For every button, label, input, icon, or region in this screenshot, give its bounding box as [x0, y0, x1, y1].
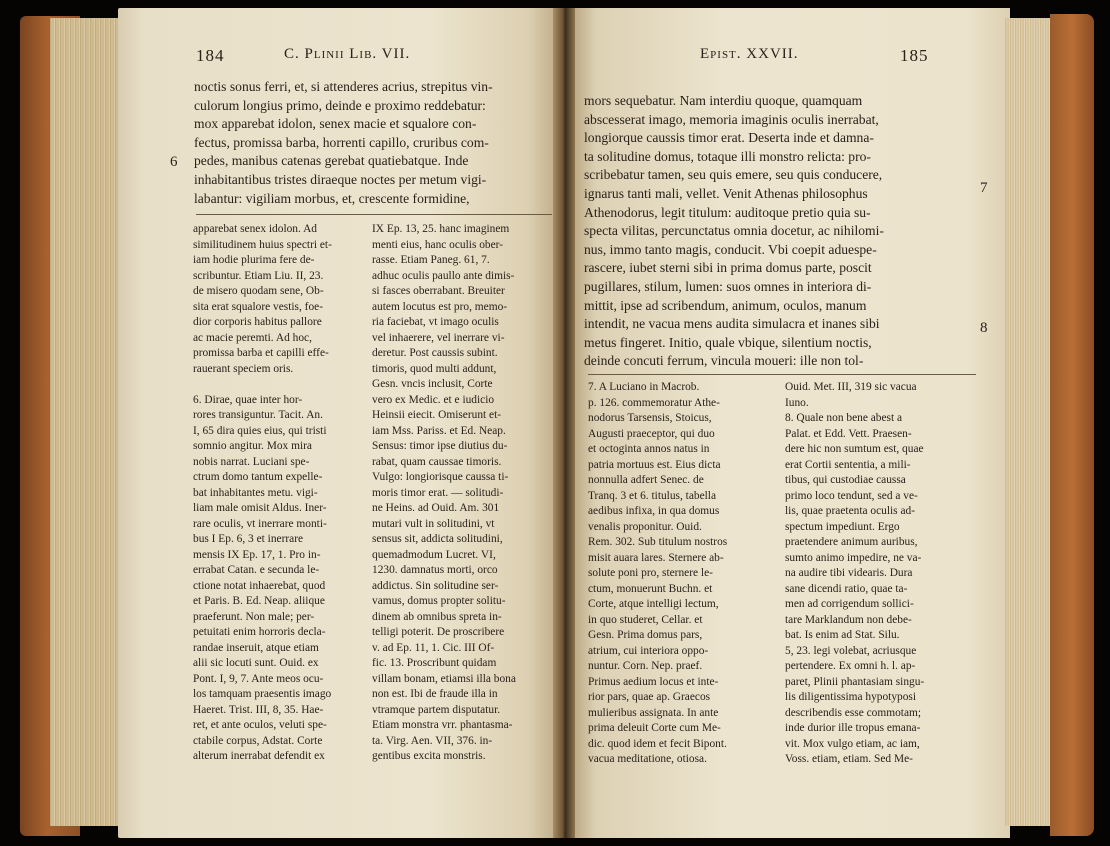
- footnote-line: Etiam monstra vrr. phantasma-: [372, 719, 513, 731]
- footnote-line: 6. Dirae, quae inter hor-: [193, 393, 303, 406]
- footnote-line: Augusti praeceptor, qui duo: [588, 427, 715, 440]
- body-line: nus, immo tanto magis, conducit. Vbi coepit aduespe-: [584, 241, 877, 257]
- footnote-line: petuitati enim horroris decla-: [193, 626, 326, 638]
- footnote-line: Iuno.: [785, 396, 809, 409]
- footnote-line: misit auara lares. Sternere ab-: [588, 551, 724, 564]
- footnote-line: prima deleuit Corte cum Me-: [588, 722, 721, 734]
- footnote-line: promissa barba et capilli effe-: [193, 347, 329, 359]
- footnote-line: nuntur. Corn. Nep. praef.: [588, 660, 703, 672]
- footnote-line: Voss. etiam, etiam. Sed Me-: [785, 753, 913, 765]
- footnote-line: ria faciebat, vt imago oculis: [372, 316, 499, 328]
- footnote-line: Primus aedium locus et inte-: [588, 675, 719, 688]
- body-line: mittit, ipse ad scribendum, animum, oculos, manum: [584, 297, 867, 313]
- body-line: inhabitantibus tristes diraeque noctes per metum vigi-: [194, 171, 487, 187]
- footnote-line: mensis IX Ep. 17, 1. Pro in-: [193, 548, 321, 561]
- footnote-line: bus I Ep. 6, 3 et inerrare: [193, 533, 304, 545]
- footnote-line: bat inhabitantes metu. vigi-: [193, 486, 318, 499]
- right-margin-number-8: 8: [980, 320, 988, 336]
- footnote-line: villam bonam, etiamsi illa bona: [372, 672, 516, 685]
- footnote-line: Haeret. Trist. III, 8, 35. Hae-: [193, 703, 324, 716]
- footnote-line: rabat, quam caussae timoris.: [372, 455, 502, 468]
- body-line: labantur: vigiliam morbus, et, crescente formidine,: [194, 190, 470, 206]
- footnote-line: Corte, atque intelligi lectum,: [588, 598, 719, 610]
- footnote-line: IX Ep. 13, 25. hanc imaginem: [372, 223, 510, 235]
- footnote-line: Rem. 302. Sub titulum nostros: [588, 536, 728, 548]
- footnote-line: 8. Quale non bene abest a: [785, 412, 903, 424]
- footnote-line: mutari vult in solitudini, vt: [372, 517, 495, 530]
- footnote-line: quemadmodum Lucret. VI,: [372, 548, 496, 561]
- footnote-line: spectum impediunt. Ergo: [785, 520, 900, 533]
- footnote-line: vero ex Medic. et e iudicio: [372, 393, 495, 406]
- footnote-line: rasse. Etiam Paneg. 61, 7.: [372, 254, 490, 266]
- footnote-line: autem locutus est pro, memo-: [372, 300, 508, 313]
- footnote-line: similitudinem huius spectri et-: [193, 238, 332, 251]
- footnote-line: ctabile corpus, Adstat. Corte: [193, 734, 323, 747]
- footnote-line: liam male omisit Aldus. Iner-: [193, 502, 327, 514]
- left-notes-column-1: [193, 222, 365, 765]
- footnote-line: aedibus infixa, in qua domus: [588, 505, 720, 517]
- footnote-line: paret, Plinii phantasiam singu-: [785, 675, 925, 688]
- right-cover-edge: [1050, 14, 1094, 836]
- footnote-line: et octoginta annos natus in: [588, 443, 710, 455]
- right-footnote-rule: [588, 374, 976, 375]
- footnote-line: lis diligentissima hypotyposi: [785, 691, 916, 703]
- footnote-line: Tranq. 3 et 6. titulus, tabella: [588, 489, 717, 502]
- footnote-line: Gesn. Prima domus pars,: [588, 629, 703, 641]
- footnote-line: somnio angitur. Mox mira: [193, 440, 312, 452]
- footnote-line: nodorus Tarsensis, Stoicus,: [588, 412, 712, 424]
- footnote-line: gentibus excita monstris.: [372, 750, 486, 762]
- footnote-line: rores transiguntur. Tacit. An.: [193, 409, 323, 421]
- footnote-line: patria mortuus est. Eius dicta: [588, 458, 721, 471]
- footnote-line: Sensus: timor ipse diutius du-: [372, 440, 508, 452]
- body-line: mors sequebatur. Nam interdiu quoque, quamquam: [584, 93, 863, 108]
- body-line: longiorque caussis timor erat. Deserta inde et damna-: [584, 130, 874, 146]
- footnote-line: addictus. Sin solitudine ser-: [372, 579, 499, 592]
- footnote-line: sensus sit, addicta solitudini,: [372, 533, 503, 545]
- right-notes-column-2: [785, 380, 980, 768]
- footnote-line: solute poni pro, sternere le-: [588, 567, 713, 579]
- footnote-line: dior corporis habitus pallore: [193, 316, 322, 328]
- body-line: ignarus tanti mali, vellet. Venit Athenas philosophus: [584, 185, 868, 201]
- right-body-text: [584, 92, 984, 371]
- body-line: noctis sonus ferri, et, si attenderes acrius, strepitus vin-: [194, 79, 493, 94]
- footnote-line: dinem ab omnibus spreta in-: [372, 610, 502, 623]
- footnote-line: nobis narrat. Luciani spe-: [193, 455, 310, 468]
- footnote-line: erat Cortii sententia, a mili-: [785, 458, 911, 471]
- footnote-line: in quo studeret, Cellar. et: [588, 613, 703, 626]
- footnote-line: sane dicendi ratio, quae ta-: [785, 582, 908, 595]
- body-line: scribebatur tamen, seu quis emere, seu quis conducere,: [584, 167, 883, 183]
- footnote-line: et Paris. B. Ed. Neap. aliique: [193, 595, 325, 607]
- footnote-line: Vulgo: longiorisque caussa ti-: [372, 471, 509, 483]
- footnote-line: alii sic locuti sunt. Ouid. ex: [193, 657, 319, 669]
- footnote-line: vtramque partem disputatur.: [372, 703, 501, 716]
- footnote-line: ta. Virg. Aen. VII, 376. in-: [372, 734, 493, 747]
- footnote-line: lis, quae praetenta oculis ad-: [785, 505, 915, 517]
- footnote-line: rior pars, quae ap. Graecos: [588, 691, 711, 703]
- footnote-line: ac macie peremti. Ad hoc,: [193, 331, 312, 344]
- footnote-line: dic. quod idem et fecit Bipont.: [588, 737, 727, 750]
- body-line: rascere, iubet sterni sibi in prima domus parte, poscit: [584, 260, 872, 276]
- footnote-line: fic. 13. Proscribunt quidam: [372, 657, 497, 669]
- footnote-line: inde durior ille tropus emana-: [785, 722, 921, 734]
- footnote-line: non est. Ibi de fraude illa in: [372, 688, 498, 700]
- footnote-line: atrium, cui interiora oppo-: [588, 644, 709, 657]
- footnote-line: sumto animo impedire, ne va-: [785, 551, 922, 564]
- footnote-line: Ouid. Met. III, 319 sic vacua: [785, 381, 917, 393]
- footnote-line: describendis esse commotam;: [785, 706, 922, 719]
- footnote-line: Gesn. vncis inclusit, Corte: [372, 378, 493, 390]
- footnote-line: menti eius, hanc oculis ober-: [372, 238, 504, 251]
- footnote-line: primo loco tendunt, sed a ve-: [785, 489, 918, 502]
- footnote-line: venalis proponitur. Ouid.: [588, 520, 702, 533]
- footnote-line: iam Mss. Pariss. et Ed. Neap.: [372, 424, 506, 437]
- right-margin-number-7: 7: [980, 180, 988, 196]
- footnote-line: Pont. I, 9, 7. Ante meos ocu-: [193, 672, 324, 685]
- footnote-line: iam hodie plurima fere de-: [193, 254, 315, 266]
- footnote-line: men ad corrigendum sollici-: [785, 598, 914, 610]
- book-gutter: [553, 8, 575, 838]
- footnote-line: rauerant speciem oris.: [193, 362, 294, 375]
- footnote-line: ret, et ante oculos, veluti spe-: [193, 719, 327, 731]
- body-line: Athenodorus, legit titulum: auditoque pretio quia su-: [584, 204, 871, 220]
- footnote-line: timoris, quod multi addunt,: [372, 362, 497, 375]
- footnote-line: Palat. et Edd. Vett. Praesen-: [785, 427, 912, 440]
- left-page-header: [196, 46, 556, 68]
- body-line: metus fingeret. Initio, quale vbique, silentium noctis,: [584, 334, 872, 350]
- left-body-text: [194, 78, 554, 208]
- footnote-line: alterum inerrabat defendit ex: [193, 750, 325, 762]
- left-running-head: C. Plinii Lib. VII.: [284, 46, 411, 62]
- footnote-line: sita erat squalore vestis, foe-: [193, 300, 323, 313]
- footnote-line: rare oculis, vt inerrare monti-: [193, 517, 327, 530]
- footnote-line: ctrum domo tantum expelle-: [193, 471, 323, 483]
- footnote-line: moris timor erat. — solitudi-: [372, 486, 504, 499]
- footnote-line: 7. A Luciano in Macrob.: [588, 381, 700, 393]
- body-line: pedes, manibus catenas gerebat quatiebatque. Inde: [194, 153, 469, 169]
- footnote-line: p. 126. commemoratur Athe-: [588, 396, 720, 409]
- footnote-line: [193, 377, 365, 393]
- footnote-line: vit. Mox vulgo etiam, ac iam,: [785, 737, 920, 750]
- footnote-line: na audire tibi videaris. Dura: [785, 567, 913, 579]
- footnote-line: adhuc oculis paullo ante dimis-: [372, 269, 515, 282]
- footnote-line: v. ad Ep. 11, 1. Cic. III Of-: [372, 641, 495, 654]
- footnote-line: bat. Is enim ad Stat. Silu.: [785, 629, 900, 641]
- footnote-line: tare Marklandum non debe-: [785, 613, 912, 626]
- footnote-line: I, 65 dira quies eius, qui tristi: [193, 424, 327, 437]
- footnote-line: deretur. Post caussis subint.: [372, 347, 498, 359]
- body-line: deinde concuti ferrum, vincula moueri: ille non tol-: [584, 353, 864, 369]
- footnote-line: randae inseruit, atque etiam: [193, 641, 319, 654]
- right-page-number: 185: [900, 46, 929, 65]
- right-running-head: Epist. XXVII.: [700, 46, 799, 62]
- footnote-line: pertendere. Ex omni h. l. ap-: [785, 660, 916, 672]
- body-line: culorum longius primo, deinde e proximo reddebatur:: [194, 97, 486, 113]
- body-line: intendit, ne vacua mens audita simulacra et inanes sibi: [584, 316, 880, 332]
- right-page-header: [700, 46, 990, 68]
- body-line: fectus, promissa barba, horrenti capillo, cruribus com-: [194, 134, 489, 150]
- footnote-line: los tamquam praesentis imago: [193, 688, 332, 700]
- footnote-line: ctione notat inhaerebat, quod: [193, 579, 326, 592]
- body-line: abscesserat imago, memoria imaginis oculis inerrabat,: [584, 111, 879, 127]
- body-line: specta vilitas, percunctatus omnia docetur, ac nihilomi-: [584, 223, 884, 239]
- footnote-line: vamus, domus propter solitu-: [372, 595, 506, 607]
- footnote-line: ne Heins. ad Ouid. Am. 301: [372, 502, 500, 514]
- left-page-edges: [50, 18, 120, 826]
- footnote-line: 1230. damnatus morti, orco: [372, 564, 498, 576]
- footnote-line: scribuntur. Etiam Liu. II, 23.: [193, 269, 324, 282]
- body-line: mox apparebat idolon, senex macie et squalore con-: [194, 116, 477, 132]
- right-notes-column-1: [588, 380, 775, 768]
- footnote-line: vel inhaerere, vel inerrare vi-: [372, 331, 505, 344]
- body-line: pugillares, stilum, lumen: suos omnes in interiora di-: [584, 278, 872, 294]
- footnote-line: si fasces oberrabant. Breuiter: [372, 285, 505, 297]
- left-margin-number: 6: [170, 154, 178, 170]
- footnote-line: Heinsii eiecit. Omiserunt et-: [372, 409, 502, 421]
- left-page-number: 184: [196, 46, 225, 65]
- footnote-line: errabat Catan. e secunda le-: [193, 564, 320, 576]
- footnote-line: ctum, monuerunt Buchn. et: [588, 582, 713, 595]
- footnote-line: tibus, qui custodiae caussa: [785, 474, 906, 486]
- left-footnote-rule: [196, 214, 552, 215]
- left-notes-column-2: [372, 222, 554, 765]
- footnote-line: dere hic non sumtum est, quae: [785, 443, 924, 455]
- footnote-line: telligi poterit. De proscribere: [372, 626, 505, 638]
- footnote-line: mulieribus assignata. In ante: [588, 706, 719, 719]
- footnote-line: praetendere animum auribus,: [785, 536, 918, 548]
- footnote-line: nonnulla adfert Senec. de: [588, 474, 704, 486]
- footnote-line: de misero quodam sene, Ob-: [193, 285, 324, 297]
- footnote-line: apparebat senex idolon. Ad: [193, 223, 317, 235]
- footnote-line: 5, 23. legi volebat, acriusque: [785, 644, 917, 657]
- body-line: ta solitudine domus, totaque illi monstro relicta: pro-: [584, 148, 871, 164]
- footnote-line: praeferunt. Non male; per-: [193, 610, 315, 623]
- footnote-line: vacua meditatione, otiosa.: [588, 753, 707, 765]
